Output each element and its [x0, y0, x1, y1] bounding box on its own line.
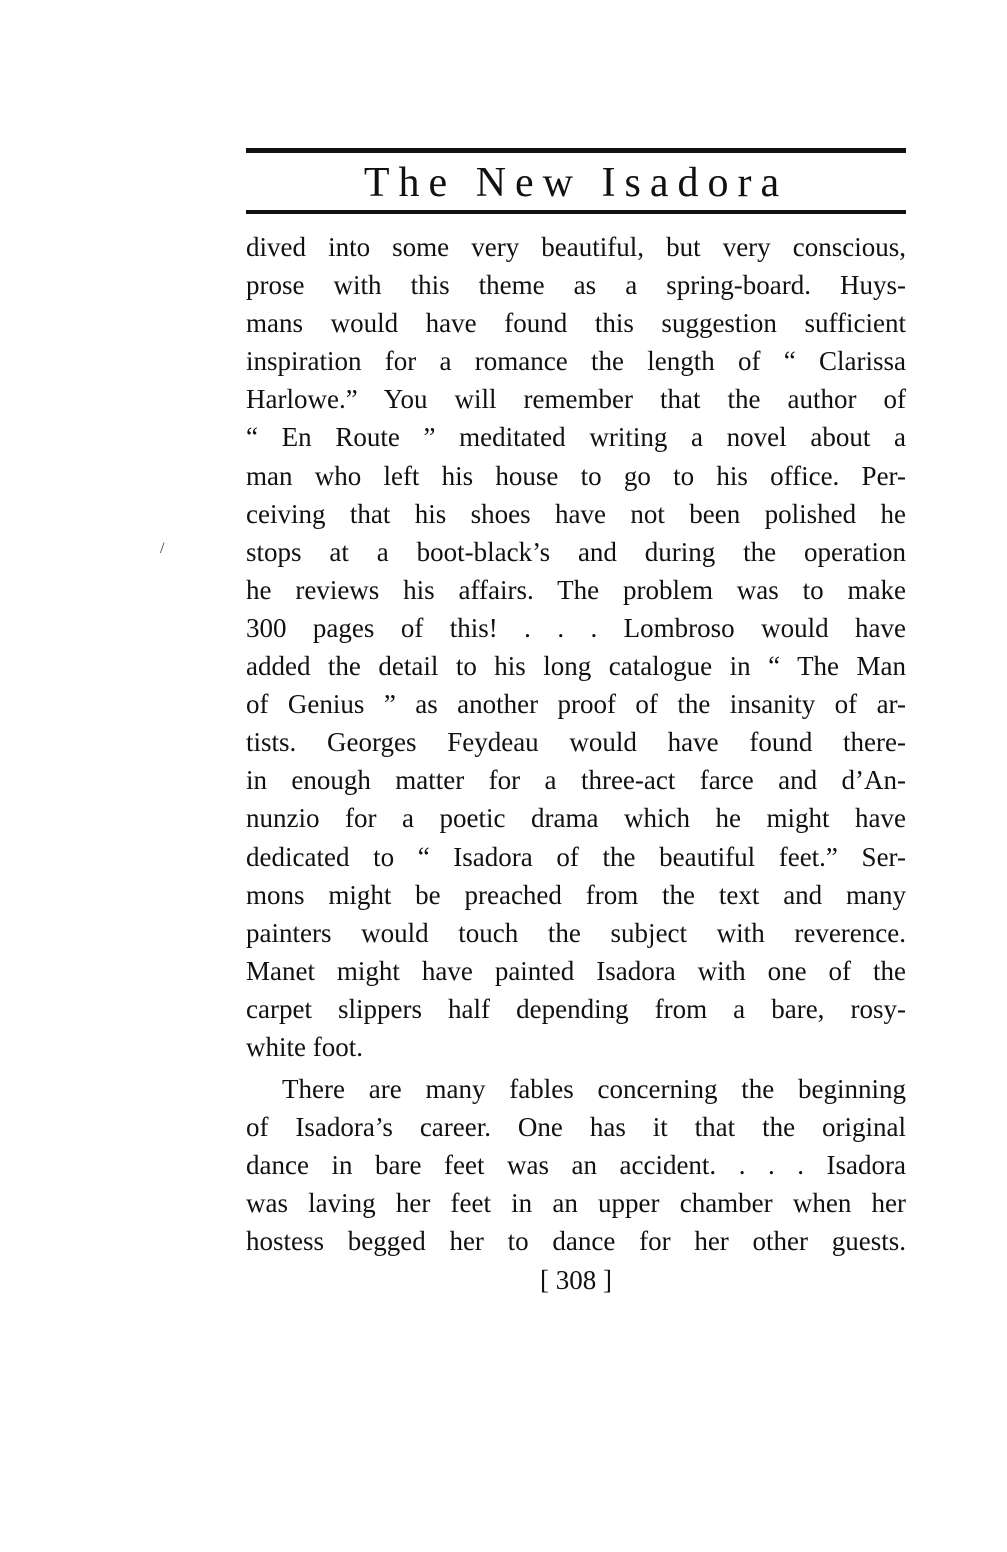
text-line: in enough matter for a three-act farce and d’An- [246, 765, 906, 796]
text-line: painters would touch the subject with reverence. [246, 917, 906, 948]
text-line: white foot. [246, 1031, 363, 1062]
text-line: Harlowe.” You will remember that the author of [246, 384, 906, 415]
paragraph-2 [246, 1070, 906, 1260]
text-line: stops at a boot-black’s and during the operation [246, 536, 906, 567]
text-line: tists. Georges Feydeau would have found there- [246, 727, 906, 758]
margin-mark: / [160, 540, 165, 557]
text-line: of Isadora’s career. One has it that the original [246, 1112, 906, 1143]
text-line: added the detail to his long catalogue in “ The Man [246, 651, 906, 682]
text-line: he reviews his affairs. The problem was to make [246, 574, 906, 605]
text-line: carpet slippers half depending from a bare, rosy- [246, 993, 906, 1024]
running-head: The New Isadora [363, 160, 789, 206]
text-line: nunzio for a poetic drama which he might have [246, 803, 906, 834]
text-line: ceiving that his shoes have not been polished he [246, 498, 906, 529]
paragraph-1 [246, 228, 906, 1066]
text-line: mons might be preached from the text and many [246, 879, 906, 910]
text-line: dance in bare feet was an accident. . . . Isadora [246, 1150, 906, 1181]
text-line: prose with this theme as a spring-board. Huys- [246, 270, 906, 301]
text-line: man who left his house to go to his office. Per- [246, 460, 906, 491]
text-line: hostess begged her to dance for her other guests. [246, 1226, 906, 1257]
text-line: dived into some very beautiful, but very conscious, [246, 232, 906, 262]
text-line: Manet might have painted Isadora with one of the [246, 955, 906, 986]
text-line: There are many fables concerning the beginning [282, 1074, 906, 1105]
body-text [246, 228, 906, 1261]
text-line: of Genius ” as another proof of the insanity of ar- [246, 689, 906, 720]
header-rule-bottom [246, 210, 906, 214]
text-line: dedicated to “ Isadora of the beautiful feet.” Ser- [246, 841, 906, 872]
text-line: was laving her feet in an upper chamber when her [246, 1188, 906, 1219]
text-line: inspiration for a romance the length of “ Clarissa [246, 346, 906, 377]
page-number: [ 308 ] [540, 1265, 612, 1295]
text-line: mans would have found this suggestion sufficient [246, 308, 906, 339]
text-line: “ En Route ” meditated writing a novel about a [246, 422, 906, 453]
text-line: 300 pages of this! . . . Lombroso would have [246, 612, 906, 643]
header-rule-top [246, 148, 906, 153]
